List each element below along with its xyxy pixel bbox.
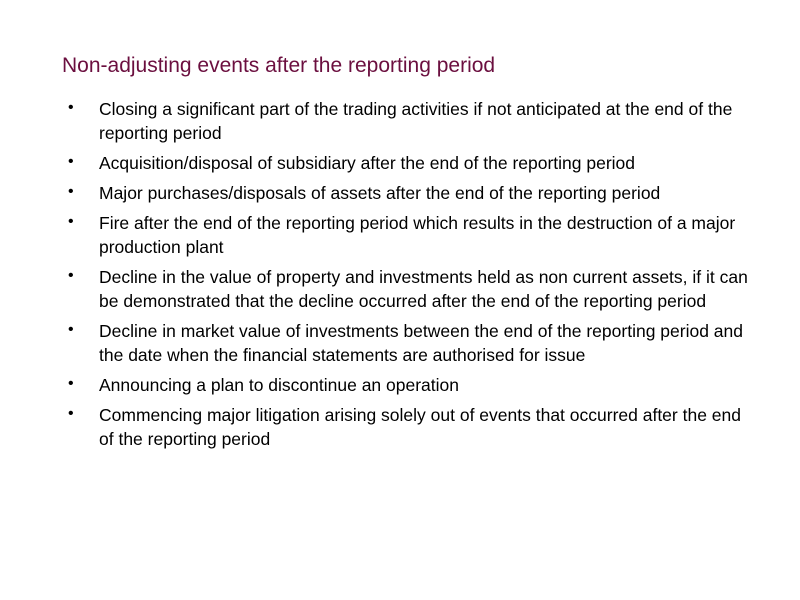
- bullet-icon: •: [68, 153, 74, 170]
- bullet-text: Announcing a plan to discontinue an operation: [99, 375, 459, 395]
- bullet-icon: •: [68, 375, 74, 392]
- bullet-text: Major purchases/disposals of assets after the end of the reporting period: [99, 183, 661, 203]
- bullet-text: Closing a significant part of the trading activities if not anticipated at the end of the reporting period: [99, 99, 733, 143]
- bullet-item: [68, 403, 748, 451]
- bullet-item: [68, 181, 748, 205]
- bullet-list: [68, 97, 748, 457]
- slide-title: Non-adjusting events after the reporting period: [62, 54, 496, 77]
- bullet-text: Decline in the value of property and investments held as non current assets, if it can be demonstrated that the decline occurred after the end of the reporting period: [99, 267, 748, 311]
- bullet-icon: •: [68, 99, 74, 116]
- bullet-item: [68, 319, 748, 367]
- bullet-item: [68, 97, 748, 145]
- bullet-text: Fire after the end of the reporting period which results in the destruction of a major production plant: [99, 213, 736, 257]
- bullet-text: Acquisition/disposal of subsidiary after the end of the reporting period: [99, 153, 636, 173]
- bullet-item: [68, 265, 748, 313]
- bullet-text: Decline in market value of investments between the end of the reporting period and the date when the financial statements are authorised for issue: [99, 321, 743, 365]
- bullet-item: [68, 151, 748, 175]
- bullet-item: [68, 373, 748, 397]
- bullet-icon: •: [68, 183, 74, 200]
- bullet-icon: •: [68, 321, 74, 338]
- bullet-icon: •: [68, 213, 74, 230]
- bullet-item: [68, 211, 748, 259]
- bullet-icon: •: [68, 405, 74, 422]
- bullet-icon: •: [68, 267, 74, 284]
- bullet-text: Commencing major litigation arising solely out of events that occurred after the end of the reporting period: [99, 405, 741, 449]
